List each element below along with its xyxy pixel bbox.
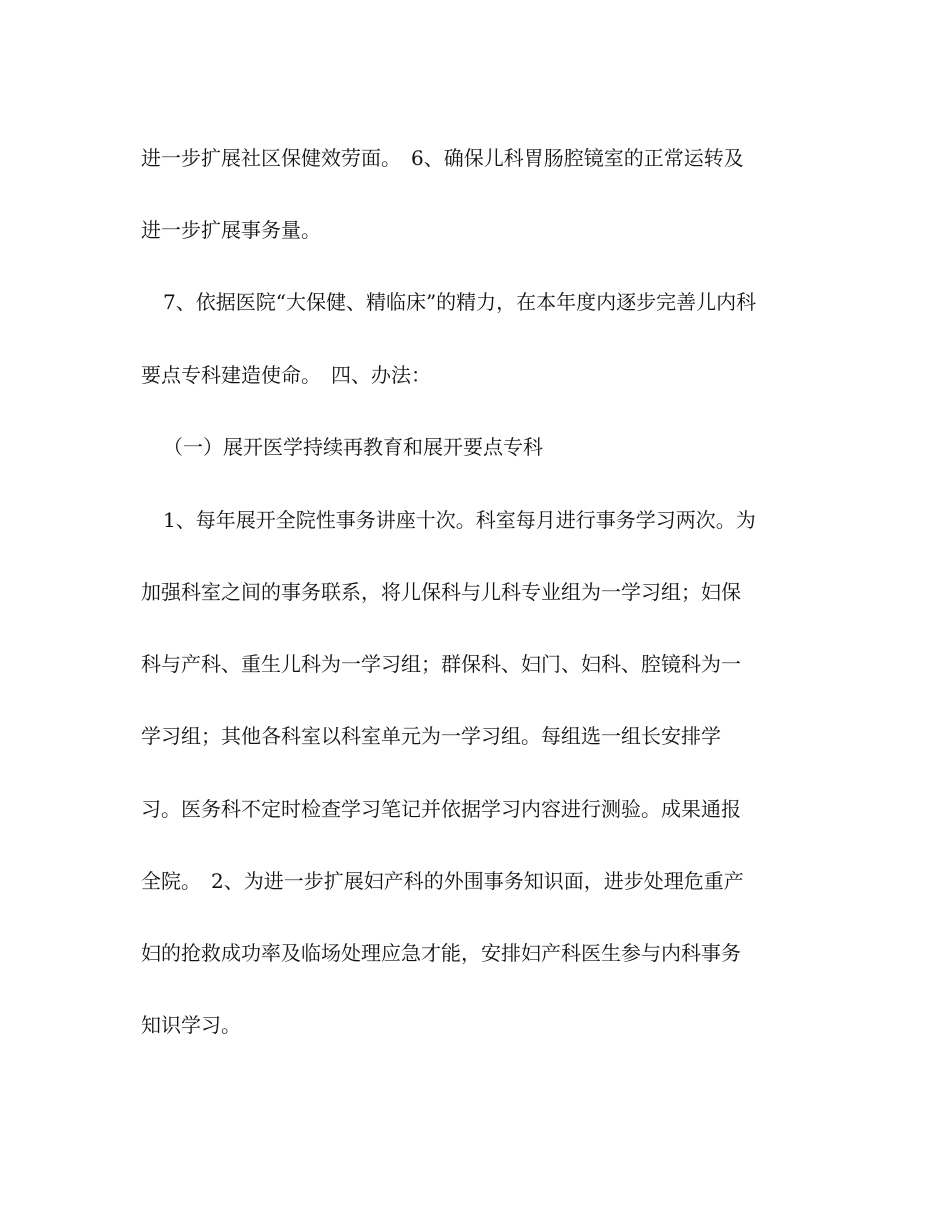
text-line-2: 进一步扩展事务量。 [141,218,321,242]
text-line-8: 科与产科、重生儿科为一学习组；群保科、妇门、妇科、腔镜科为一 [141,652,741,676]
text-line-4: 要点专科建造使命。 四、办法： [141,363,431,387]
text-line-3: 7、依据医院“大保健、精临床”的精力，在本年度内逐步完善儿内科 [163,290,757,314]
text-line-12: 妇的抢救成功率及临场处理应急才能，安排妇产科医生参与内科事务 [141,941,741,965]
text-line-11: 全院。 2、为进一步扩展妇产科的外围事务知识面，进步处理危重产 [141,869,744,893]
text-line-1: 进一步扩展社区保健效劳面。 6、确保儿科胃肠腔镜室的正常运转及 [141,146,744,170]
text-line-13: 知识学习。 [141,1013,241,1037]
section-heading: （一）展开医学持续再教育和展开要点专科 [163,435,543,459]
text-line-7: 加强科室之间的事务联系，将儿保科与儿科专业组为一学习组；妇保 [141,580,741,604]
text-line-9: 学习组；其他各科室以科室单元为一学习组。每组选一组长安排学 [141,724,721,748]
text-line-6: 1、每年展开全院性事务讲座十次。科室每月进行事务学习两次。为 [163,508,756,532]
text-line-10: 习。医务科不定时检查学习笔记并依据学习内容进行测验。成果通报 [141,797,741,821]
